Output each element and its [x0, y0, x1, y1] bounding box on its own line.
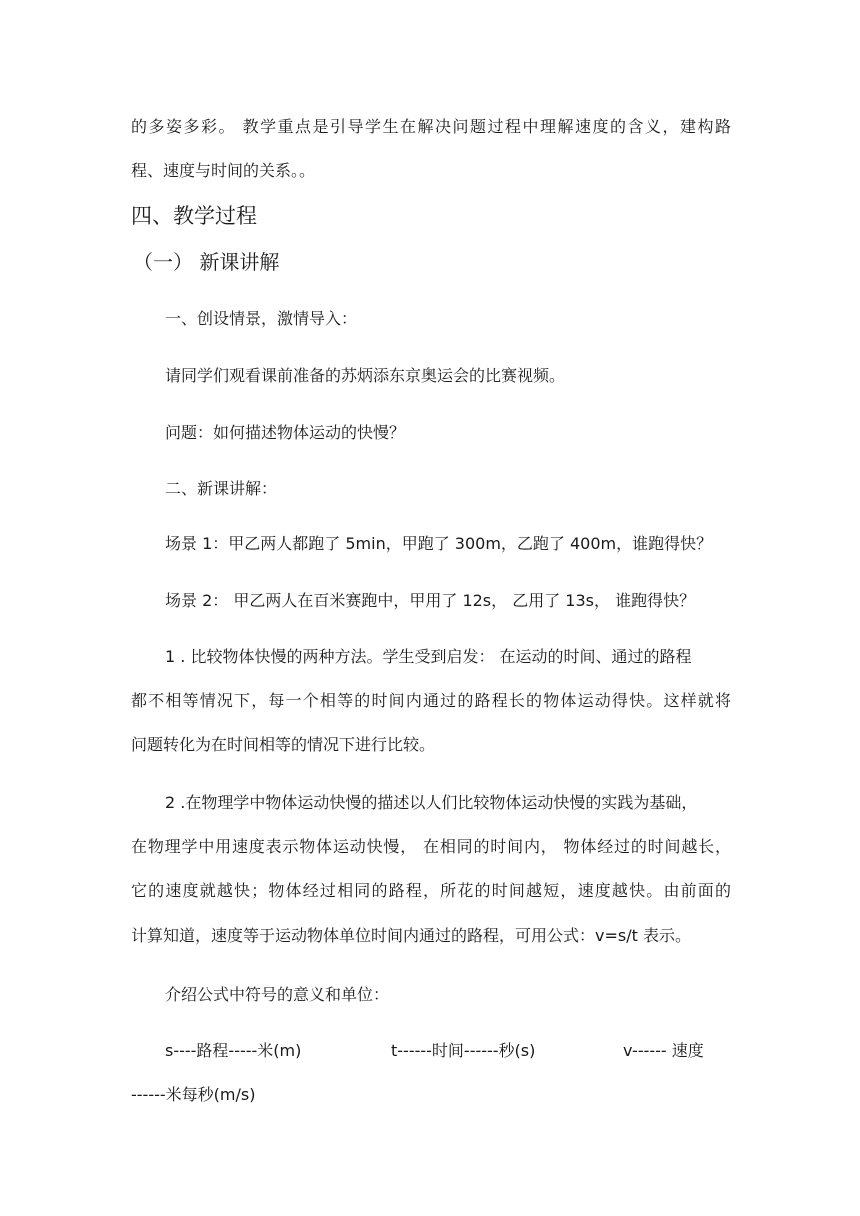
question-text: 问题：如何描述物体运动的快慢？ [165, 423, 406, 442]
point2-line-2: 在物理学中用速度表示物体运动快慢， 在相同的时间内， 物体经过的时间越长， [131, 837, 731, 856]
point1-line-1: 1 . 比较物体快慢的两种方法。学生受到启发： 在运动的时间、通过的路程 [165, 647, 692, 666]
point2-line-4: 计算知道，速度等于运动物体单位时间内通过的路程，可用公式：v=s/t 表示。 [131, 926, 691, 945]
unit-s: s----路程-----米(m) [165, 1041, 302, 1060]
scene1-text: 场景 1：甲乙两人都跑了 5min，甲跑了 300m，乙跑了 400m，谁跑得快？ [165, 534, 713, 553]
point2-line-1: 2 .在物理学中物体运动快慢的描述以人们比较物体运动快慢的实践为基础， [165, 793, 698, 812]
point2-line-3: 它的速度就越快；物体经过相同的路程，所花的时间越短，速度越快。由前面的 [131, 881, 731, 900]
subsection-heading: （一） 新课讲解 [133, 250, 280, 274]
intro-paragraph-line-1: 的多姿多彩。 教学重点是引导学生在解决问题过程中理解速度的含义，建构路 [131, 117, 731, 136]
intro-paragraph-line-2: 程、速度与时间的关系。。 [131, 161, 316, 180]
unit-v: v------ 速度 [623, 1041, 704, 1060]
step1-heading: 一、创设情景，激情导入： [165, 309, 358, 328]
point1-line-2: 都不相等情况下，每一个相等的时间内通过的路程长的物体运动得快。这样就将 [131, 691, 731, 710]
point1-line-3: 问题转化为在时间相等的情况下进行比较。 [131, 735, 436, 754]
step2-heading: 二、新课讲解： [165, 479, 278, 498]
units-intro: 介绍公式中符号的意义和单位： [165, 985, 390, 1004]
scene2-text: 场景 2： 甲乙两人在百米赛跑中，甲用了 12s， 乙用了 13s， 谁跑得快？ [165, 591, 696, 610]
unit-v-continued: ------米每秒(m/s) [131, 1085, 256, 1104]
section-heading: 四、教学过程 [131, 204, 257, 228]
unit-t: t------时间------秒(s) [391, 1041, 536, 1060]
step1-text: 请同学们观看课前准备的苏炳添东京奥运会的比赛视频。 [165, 366, 566, 385]
